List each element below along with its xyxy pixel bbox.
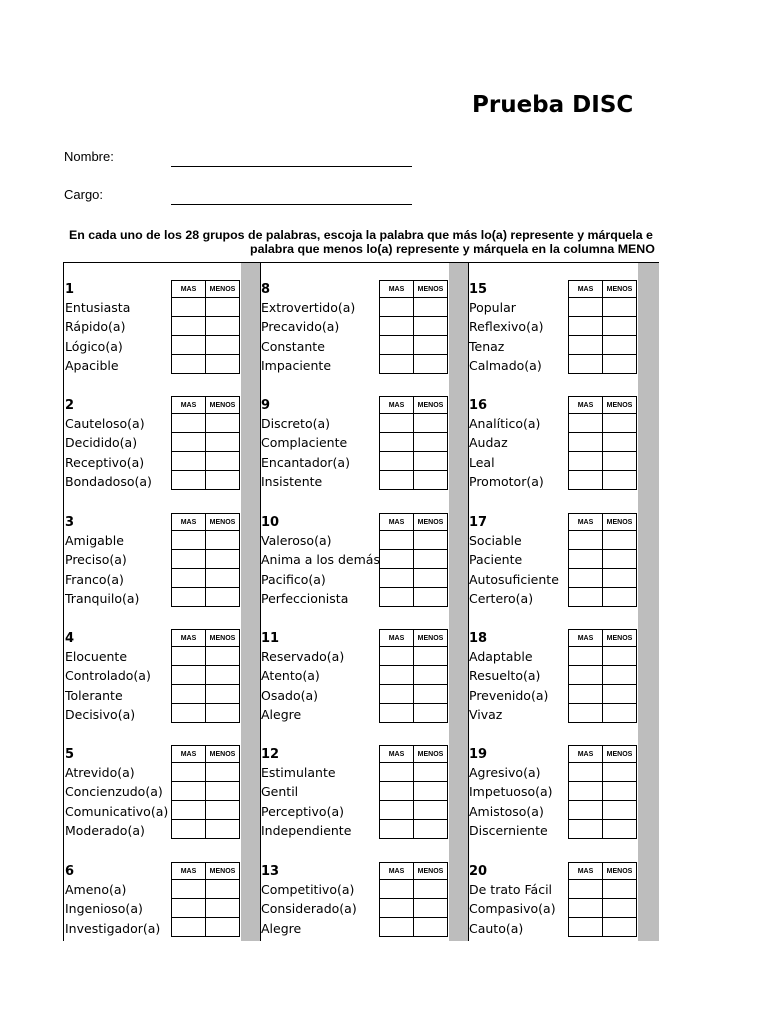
mas-checkbox[interactable] xyxy=(172,899,206,918)
menos-checkbox[interactable] xyxy=(206,471,240,490)
menos-checkbox[interactable] xyxy=(414,880,448,899)
menos-checkbox[interactable] xyxy=(603,355,637,374)
menos-header: MENOS xyxy=(206,281,240,298)
menos-checkbox[interactable] xyxy=(206,336,240,355)
group-number: 4 xyxy=(65,631,75,646)
menos-checkbox[interactable] xyxy=(603,801,637,820)
word-option: Investigador(a) xyxy=(65,921,161,936)
word-option: Agresivo(a) xyxy=(469,765,541,780)
group-number: 6 xyxy=(65,864,75,879)
cargo-label: Cargo: xyxy=(64,187,104,202)
menos-header: MENOS xyxy=(414,630,448,647)
mas-menos-grid xyxy=(568,862,637,937)
group-number: 13 xyxy=(261,864,280,879)
mas-header: MAS xyxy=(569,630,603,647)
word-option: Concienzudo(a) xyxy=(65,784,163,799)
mas-checkbox[interactable] xyxy=(380,433,414,452)
menos-checkbox[interactable] xyxy=(414,801,448,820)
word-option: Perceptivo(a) xyxy=(261,804,344,819)
menos-checkbox[interactable] xyxy=(206,647,240,666)
menos-checkbox[interactable] xyxy=(206,414,240,433)
word-option: Discreto(a) xyxy=(261,416,331,431)
word-option: Receptivo(a) xyxy=(65,455,145,470)
mas-checkbox[interactable] xyxy=(380,899,414,918)
word-option: Bondadoso(a) xyxy=(65,474,152,489)
word-option: Certero(a) xyxy=(469,591,534,606)
word-option: Comunicativo(a) xyxy=(65,804,169,819)
group-number: 2 xyxy=(65,398,75,413)
menos-header: MENOS xyxy=(414,397,448,414)
word-option: Vivaz xyxy=(469,707,503,722)
mas-checkbox[interactable] xyxy=(380,782,414,801)
menos-checkbox[interactable] xyxy=(206,763,240,782)
word-option: Franco(a) xyxy=(65,572,124,587)
word-option: Compasivo(a) xyxy=(469,901,556,916)
mas-menos-grid xyxy=(171,280,240,374)
menos-checkbox[interactable] xyxy=(206,569,240,588)
word-option: Perfeccionista xyxy=(261,591,349,606)
group-number: 9 xyxy=(261,398,271,413)
word-option: Alegre xyxy=(261,707,302,722)
mas-checkbox[interactable] xyxy=(380,685,414,704)
menos-checkbox[interactable] xyxy=(414,317,448,336)
menos-checkbox[interactable] xyxy=(414,355,448,374)
menos-checkbox[interactable] xyxy=(414,433,448,452)
mas-checkbox[interactable] xyxy=(172,471,206,490)
mas-checkbox[interactable] xyxy=(569,298,603,317)
word-option: Paciente xyxy=(469,552,523,567)
mas-header: MAS xyxy=(172,746,206,763)
menos-checkbox[interactable] xyxy=(414,298,448,317)
menos-checkbox[interactable] xyxy=(414,685,448,704)
mas-checkbox[interactable] xyxy=(569,531,603,550)
word-option: Discerniente xyxy=(469,823,548,838)
mas-checkbox[interactable] xyxy=(569,414,603,433)
menos-checkbox[interactable] xyxy=(414,647,448,666)
mas-header: MAS xyxy=(569,281,603,298)
mas-checkbox[interactable] xyxy=(569,647,603,666)
group-number: 11 xyxy=(261,631,280,646)
menos-checkbox[interactable] xyxy=(206,820,240,839)
mas-checkbox[interactable] xyxy=(380,763,414,782)
menos-checkbox[interactable] xyxy=(603,336,637,355)
mas-checkbox[interactable] xyxy=(380,666,414,685)
mas-menos-grid xyxy=(171,396,240,490)
mas-checkbox[interactable] xyxy=(380,471,414,490)
menos-checkbox[interactable] xyxy=(206,880,240,899)
mas-menos-grid xyxy=(171,745,240,839)
mas-checkbox[interactable] xyxy=(380,820,414,839)
mas-menos-grid xyxy=(379,513,448,607)
word-option: Atento(a) xyxy=(261,668,320,683)
menos-checkbox[interactable] xyxy=(206,918,240,937)
mas-menos-grid xyxy=(568,280,637,374)
menos-checkbox[interactable] xyxy=(603,880,637,899)
mas-checkbox[interactable] xyxy=(172,414,206,433)
word-option: Extrovertido(a) xyxy=(261,300,356,315)
word-option: Alegre xyxy=(261,921,302,936)
mas-header: MAS xyxy=(172,397,206,414)
cargo-field[interactable] xyxy=(171,204,412,205)
mas-checkbox[interactable] xyxy=(569,471,603,490)
menos-checkbox[interactable] xyxy=(414,531,448,550)
menos-checkbox[interactable] xyxy=(603,531,637,550)
group-number: 20 xyxy=(469,864,488,879)
word-option: Impaciente xyxy=(261,358,332,373)
menos-checkbox[interactable] xyxy=(414,569,448,588)
mas-checkbox[interactable] xyxy=(172,588,206,607)
menos-checkbox[interactable] xyxy=(414,550,448,569)
word-option: Popular xyxy=(469,300,516,315)
mas-header: MAS xyxy=(569,746,603,763)
menos-checkbox[interactable] xyxy=(603,452,637,471)
mas-header: MAS xyxy=(569,863,603,880)
group-number: 10 xyxy=(261,515,280,530)
mas-header: MAS xyxy=(380,281,414,298)
menos-checkbox[interactable] xyxy=(206,685,240,704)
menos-checkbox[interactable] xyxy=(206,588,240,607)
mas-checkbox[interactable] xyxy=(569,880,603,899)
mas-checkbox[interactable] xyxy=(172,550,206,569)
menos-header: MENOS xyxy=(603,281,637,298)
word-option: Amigable xyxy=(65,533,124,548)
mas-checkbox[interactable] xyxy=(380,452,414,471)
word-option: Tranquilo(a) xyxy=(65,591,140,606)
menos-checkbox[interactable] xyxy=(206,899,240,918)
mas-menos-grid xyxy=(568,396,637,490)
mas-checkbox[interactable] xyxy=(569,782,603,801)
word-option: Prevenido(a) xyxy=(469,688,549,703)
mas-checkbox[interactable] xyxy=(569,588,603,607)
word-option: Autosuficiente xyxy=(469,572,559,587)
mas-menos-grid xyxy=(379,629,448,723)
mas-checkbox[interactable] xyxy=(569,336,603,355)
menos-checkbox[interactable] xyxy=(414,918,448,937)
menos-header: MENOS xyxy=(206,514,240,531)
mas-menos-grid xyxy=(171,513,240,607)
mas-checkbox[interactable] xyxy=(569,666,603,685)
answer-sheet xyxy=(63,262,659,941)
word-option: Anima a los demás xyxy=(261,552,380,567)
mas-checkbox[interactable] xyxy=(172,452,206,471)
menos-checkbox[interactable] xyxy=(603,550,637,569)
menos-checkbox[interactable] xyxy=(414,782,448,801)
word-option: Entusiasta xyxy=(65,300,131,315)
mas-header: MAS xyxy=(172,863,206,880)
menos-checkbox[interactable] xyxy=(206,298,240,317)
word-option: Pacifico(a) xyxy=(261,572,326,587)
mas-checkbox[interactable] xyxy=(172,355,206,374)
word-option: De trato Fácil xyxy=(469,882,553,897)
word-option: Sociable xyxy=(469,533,522,548)
mas-header: MAS xyxy=(380,514,414,531)
menos-checkbox[interactable] xyxy=(414,336,448,355)
menos-header: MENOS xyxy=(206,746,240,763)
menos-checkbox[interactable] xyxy=(206,531,240,550)
menos-header: MENOS xyxy=(206,397,240,414)
menos-checkbox[interactable] xyxy=(603,685,637,704)
word-option: Leal xyxy=(469,455,495,470)
menos-checkbox[interactable] xyxy=(206,782,240,801)
menos-checkbox[interactable] xyxy=(603,588,637,607)
menos-header: MENOS xyxy=(414,863,448,880)
menos-checkbox[interactable] xyxy=(603,298,637,317)
mas-checkbox[interactable] xyxy=(172,918,206,937)
page-title: Prueba DISC xyxy=(472,92,634,118)
mas-checkbox[interactable] xyxy=(569,899,603,918)
column-divider-bar xyxy=(241,263,260,941)
mas-header: MAS xyxy=(172,514,206,531)
mas-checkbox[interactable] xyxy=(569,704,603,723)
mas-menos-grid xyxy=(568,513,637,607)
mas-checkbox[interactable] xyxy=(569,801,603,820)
word-option: Cauteloso(a) xyxy=(65,416,145,431)
mas-checkbox[interactable] xyxy=(380,355,414,374)
mas-header: MAS xyxy=(380,397,414,414)
word-option: Preciso(a) xyxy=(65,552,127,567)
menos-header: MENOS xyxy=(414,746,448,763)
mas-menos-grid xyxy=(171,629,240,723)
menos-checkbox[interactable] xyxy=(414,414,448,433)
mas-menos-grid xyxy=(568,745,637,839)
word-option: Osado(a) xyxy=(261,688,319,703)
word-option: Atrevido(a) xyxy=(65,765,135,780)
mas-header: MAS xyxy=(172,630,206,647)
mas-header: MAS xyxy=(380,630,414,647)
mas-menos-grid xyxy=(379,396,448,490)
word-option: Ameno(a) xyxy=(65,882,127,897)
mas-menos-grid xyxy=(379,745,448,839)
menos-checkbox[interactable] xyxy=(414,763,448,782)
word-option: Moderado(a) xyxy=(65,823,145,838)
mas-checkbox[interactable] xyxy=(569,918,603,937)
mas-menos-grid xyxy=(171,862,240,937)
group-number: 12 xyxy=(261,747,280,762)
mas-header: MAS xyxy=(569,397,603,414)
mas-checkbox[interactable] xyxy=(569,317,603,336)
word-option: Decidido(a) xyxy=(65,435,138,450)
menos-checkbox[interactable] xyxy=(603,433,637,452)
mas-checkbox[interactable] xyxy=(380,414,414,433)
word-option: Considerado(a) xyxy=(261,901,357,916)
mas-checkbox[interactable] xyxy=(172,685,206,704)
word-option: Impetuoso(a) xyxy=(469,784,553,799)
mas-checkbox[interactable] xyxy=(172,801,206,820)
menos-header: MENOS xyxy=(603,746,637,763)
group-number: 16 xyxy=(469,398,488,413)
mas-checkbox[interactable] xyxy=(172,531,206,550)
mas-checkbox[interactable] xyxy=(380,550,414,569)
mas-checkbox[interactable] xyxy=(569,820,603,839)
mas-checkbox[interactable] xyxy=(172,880,206,899)
group-number: 1 xyxy=(65,282,75,297)
word-option: Valeroso(a) xyxy=(261,533,332,548)
menos-checkbox[interactable] xyxy=(603,763,637,782)
menos-header: MENOS xyxy=(603,397,637,414)
group-number: 19 xyxy=(469,747,488,762)
menos-checkbox[interactable] xyxy=(206,666,240,685)
word-option: Adaptable xyxy=(469,649,533,664)
mas-header: MAS xyxy=(380,746,414,763)
instructions-line-1: En cada uno de los 28 grupos de palabras, escoja la palabra que más lo(a) represente y márquela e xyxy=(69,228,653,242)
menos-checkbox[interactable] xyxy=(603,918,637,937)
mas-checkbox[interactable] xyxy=(172,647,206,666)
word-option: Tenaz xyxy=(469,339,505,354)
menos-checkbox[interactable] xyxy=(414,899,448,918)
word-option: Promotor(a) xyxy=(469,474,544,489)
menos-checkbox[interactable] xyxy=(603,414,637,433)
mas-checkbox[interactable] xyxy=(569,550,603,569)
mas-checkbox[interactable] xyxy=(380,336,414,355)
nombre-label: Nombre: xyxy=(64,149,114,164)
nombre-field[interactable] xyxy=(171,166,412,167)
mas-menos-grid xyxy=(568,629,637,723)
menos-header: MENOS xyxy=(414,514,448,531)
mas-checkbox[interactable] xyxy=(569,763,603,782)
menos-header: MENOS xyxy=(603,630,637,647)
word-option: Audaz xyxy=(469,435,508,450)
mas-checkbox[interactable] xyxy=(172,666,206,685)
menos-checkbox[interactable] xyxy=(206,452,240,471)
mas-checkbox[interactable] xyxy=(380,801,414,820)
mas-checkbox[interactable] xyxy=(569,569,603,588)
word-option: Cauto(a) xyxy=(469,921,524,936)
mas-checkbox[interactable] xyxy=(569,355,603,374)
mas-checkbox[interactable] xyxy=(172,433,206,452)
column-divider-bar xyxy=(638,263,659,941)
word-option: Complaciente xyxy=(261,435,348,450)
menos-checkbox[interactable] xyxy=(603,471,637,490)
menos-header: MENOS xyxy=(206,863,240,880)
word-option: Ingenioso(a) xyxy=(65,901,143,916)
menos-checkbox[interactable] xyxy=(206,550,240,569)
word-option: Insistente xyxy=(261,474,323,489)
word-option: Reservado(a) xyxy=(261,649,345,664)
mas-checkbox[interactable] xyxy=(172,782,206,801)
menos-checkbox[interactable] xyxy=(603,666,637,685)
word-option: Rápido(a) xyxy=(65,319,126,334)
group-number: 17 xyxy=(469,515,488,530)
menos-checkbox[interactable] xyxy=(206,704,240,723)
mas-checkbox[interactable] xyxy=(172,298,206,317)
mas-checkbox[interactable] xyxy=(380,880,414,899)
word-option: Precavido(a) xyxy=(261,319,340,334)
word-option: Calmado(a) xyxy=(469,358,542,373)
word-option: Independiente xyxy=(261,823,352,838)
mas-checkbox[interactable] xyxy=(569,433,603,452)
word-option: Controlado(a) xyxy=(65,668,151,683)
menos-header: MENOS xyxy=(414,281,448,298)
mas-checkbox[interactable] xyxy=(380,588,414,607)
mas-menos-grid xyxy=(379,862,448,937)
word-option: Gentil xyxy=(261,784,299,799)
mas-checkbox[interactable] xyxy=(380,918,414,937)
menos-checkbox[interactable] xyxy=(206,317,240,336)
word-option: Reflexivo(a) xyxy=(469,319,544,334)
mas-checkbox[interactable] xyxy=(172,336,206,355)
menos-checkbox[interactable] xyxy=(414,588,448,607)
word-option: Apacible xyxy=(65,358,119,373)
word-option: Resuelto(a) xyxy=(469,668,541,683)
mas-checkbox[interactable] xyxy=(380,531,414,550)
word-option: Amistoso(a) xyxy=(469,804,544,819)
word-option: Constante xyxy=(261,339,325,354)
menos-checkbox[interactable] xyxy=(414,820,448,839)
menos-checkbox[interactable] xyxy=(603,899,637,918)
mas-header: MAS xyxy=(569,514,603,531)
word-option: Elocuente xyxy=(65,649,128,664)
word-option: Tolerante xyxy=(65,688,123,703)
menos-header: MENOS xyxy=(206,630,240,647)
mas-checkbox[interactable] xyxy=(172,317,206,336)
mas-checkbox[interactable] xyxy=(380,317,414,336)
word-option: Competitivo(a) xyxy=(261,882,355,897)
menos-checkbox[interactable] xyxy=(414,471,448,490)
menos-checkbox[interactable] xyxy=(603,820,637,839)
menos-checkbox[interactable] xyxy=(414,452,448,471)
mas-checkbox[interactable] xyxy=(172,569,206,588)
menos-header: MENOS xyxy=(603,863,637,880)
menos-checkbox[interactable] xyxy=(206,355,240,374)
mas-checkbox[interactable] xyxy=(172,704,206,723)
group-number: 18 xyxy=(469,631,488,646)
mas-checkbox[interactable] xyxy=(380,569,414,588)
instructions-line-2: palabra que menos lo(a) represente y márquela en la columna MENO xyxy=(250,242,655,256)
word-option: Encantador(a) xyxy=(261,455,350,470)
mas-checkbox[interactable] xyxy=(569,452,603,471)
group-number: 8 xyxy=(261,282,271,297)
group-number: 3 xyxy=(65,515,75,530)
menos-checkbox[interactable] xyxy=(603,782,637,801)
word-option: Lógico(a) xyxy=(65,339,123,354)
menos-checkbox[interactable] xyxy=(603,569,637,588)
menos-checkbox[interactable] xyxy=(603,317,637,336)
menos-header: MENOS xyxy=(603,514,637,531)
mas-header: MAS xyxy=(172,281,206,298)
menos-checkbox[interactable] xyxy=(206,801,240,820)
mas-checkbox[interactable] xyxy=(172,763,206,782)
group-number: 15 xyxy=(469,282,488,297)
word-option: Estimulante xyxy=(261,765,336,780)
word-option: Decisivo(a) xyxy=(65,707,136,722)
mas-checkbox[interactable] xyxy=(380,704,414,723)
mas-checkbox[interactable] xyxy=(380,298,414,317)
mas-checkbox[interactable] xyxy=(569,685,603,704)
menos-checkbox[interactable] xyxy=(414,666,448,685)
group-number: 5 xyxy=(65,747,75,762)
menos-checkbox[interactable] xyxy=(603,647,637,666)
mas-checkbox[interactable] xyxy=(380,647,414,666)
menos-checkbox[interactable] xyxy=(414,704,448,723)
mas-checkbox[interactable] xyxy=(172,820,206,839)
menos-checkbox[interactable] xyxy=(206,433,240,452)
mas-header: MAS xyxy=(380,863,414,880)
menos-checkbox[interactable] xyxy=(603,704,637,723)
mas-menos-grid xyxy=(379,280,448,374)
column-divider-bar xyxy=(449,263,468,941)
word-option: Analítico(a) xyxy=(469,416,541,431)
